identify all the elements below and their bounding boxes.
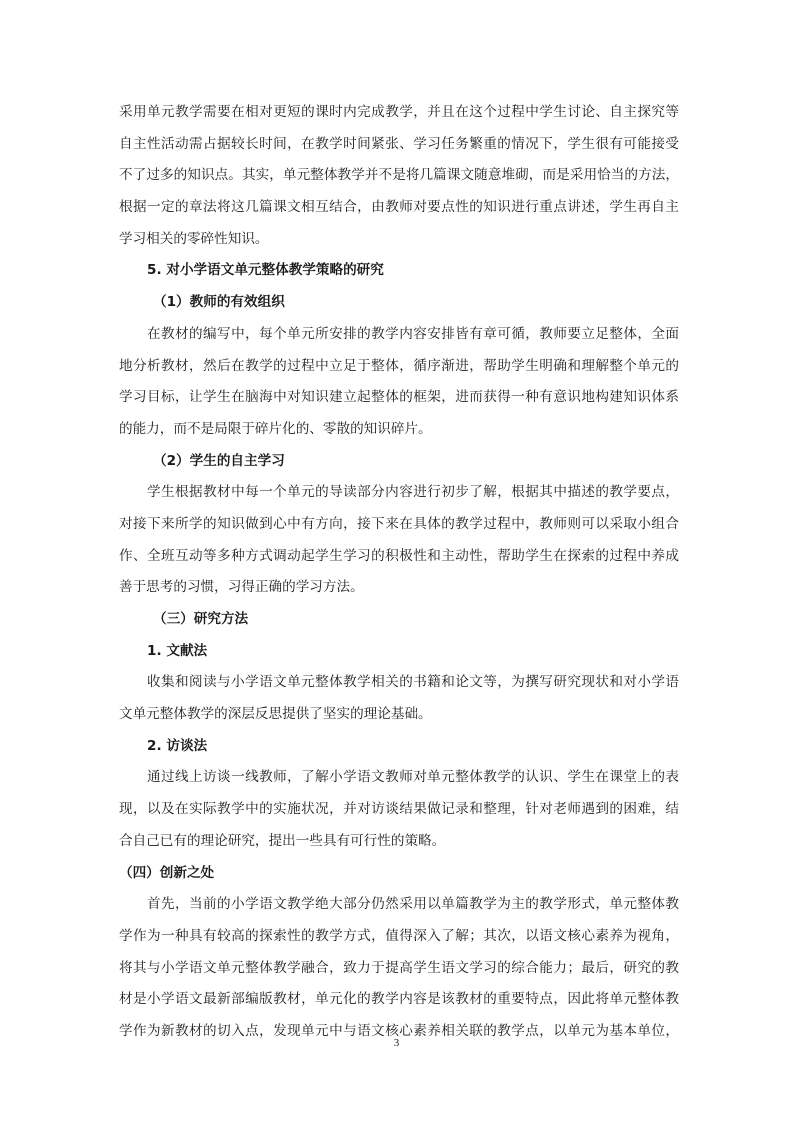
subsection-heading: 2. 访谈法 <box>147 737 208 754</box>
subsection-heading: （1）教师的有效组织 <box>153 294 285 311</box>
subsection-heading: 1. 文献法 <box>147 642 208 659</box>
paragraph-line: 作、全班互动等多种方式调动起学生学习的积极性和主动性，帮助学生在探索的过程中养成 <box>119 547 679 564</box>
section-heading: （三）研究方法 <box>153 611 249 627</box>
paragraph-line: 收集和阅读与小学语文单元整体教学相关的书籍和论文等，为撰写研究现状和对小学语 <box>147 674 679 691</box>
paragraph-line: 善于思考的习惯，习得正确的学习方法。 <box>119 579 364 596</box>
paragraph-line: 首先，当前的小学语文教学绝大部分仍然采用以单篇教学为主的教学形式，单元整体教 <box>147 896 679 913</box>
paragraph-line: 的能力，而不是局限于碎片化的、零散的知识碎片。 <box>119 420 432 437</box>
paragraph-line: 合自己已有的理论研究，提出一些具有可行性的策略。 <box>119 832 446 849</box>
page-number: 3 <box>393 1037 400 1049</box>
paragraph-line: 学作为新教材的切入点，发现单元中与语文核心素养相关联的教学点，以单元为基本单位， <box>119 1022 679 1039</box>
paragraph-line: 学生根据教材中每一个单元的导读部分内容进行初步了解，根据其中描述的教学要点， <box>147 484 679 501</box>
paragraph-line: 根据一定的章法将这几篇课文相互结合，由教师对要点性的知识进行重点讲述，学生再自主 <box>119 199 679 216</box>
section-heading: 5. 对小学语文单元整体教学策略的研究 <box>147 262 384 279</box>
paragraph-line: 将其与小学语文单元整体教学融合，致力于提高学生语文学习的综合能力；最后，研究的教 <box>119 959 679 976</box>
paragraph-line: 文单元整体教学的深层反思提供了坚实的理论基础。 <box>119 706 432 723</box>
paragraph-line: 在教材的编写中，每个单元所安排的教学内容安排皆有章可循，教师要立足整体，全面 <box>147 325 679 342</box>
paragraph-line: 学习相关的零碎性知识。 <box>119 230 269 247</box>
paragraph-line: 学作为一种具有较高的探索性的教学方式，值得深入了解；其次，以语文核心素养为视角， <box>119 927 679 944</box>
paragraph-line: 自主性活动需占据较长时间，在教学时间紧张、学习任务繁重的情况下，学生很有可能接受 <box>119 135 679 152</box>
paragraph-line: 不了过多的知识点。其实，单元整体教学并不是将几篇课文随意堆砌，而是采用恰当的方法， <box>119 167 679 184</box>
paragraph-line: 材是小学语文最新部编版教材，单元化的教学内容是该教材的重要特点，因此将单元整体教 <box>119 991 679 1008</box>
section-heading: （四）创新之处 <box>119 864 215 881</box>
body-text <box>119 97 679 1048</box>
paragraph-line: 地分析教材，然后在教学的过程中立足于整体，循序渐进，帮助学生明确和理解整个单元的 <box>119 357 679 374</box>
paragraph-line: 对接下来所学的知识做到心中有方向，接下来在具体的教学过程中，教师则可以采取小组合 <box>119 515 679 532</box>
subsection-heading: （2）学生的自主学习 <box>153 452 285 469</box>
paragraph-line: 采用单元教学需要在相对更短的课时内完成教学，并且在这个过程中学生讨论、自主探究等 <box>119 104 679 120</box>
paragraph-line: 现，以及在实际教学中的实施状况，并对访谈结果做记录和整理，针对老师遇到的困难，结 <box>119 801 679 818</box>
paragraph-line: 通过线上访谈一线教师，了解小学语文教师对单元整体教学的认识、学生在课堂上的表 <box>147 769 679 786</box>
paragraph-line: 学习目标，让学生在脑海中对知识建立起整体的框架，进而获得一种有意识地构建知识体系 <box>119 389 679 406</box>
